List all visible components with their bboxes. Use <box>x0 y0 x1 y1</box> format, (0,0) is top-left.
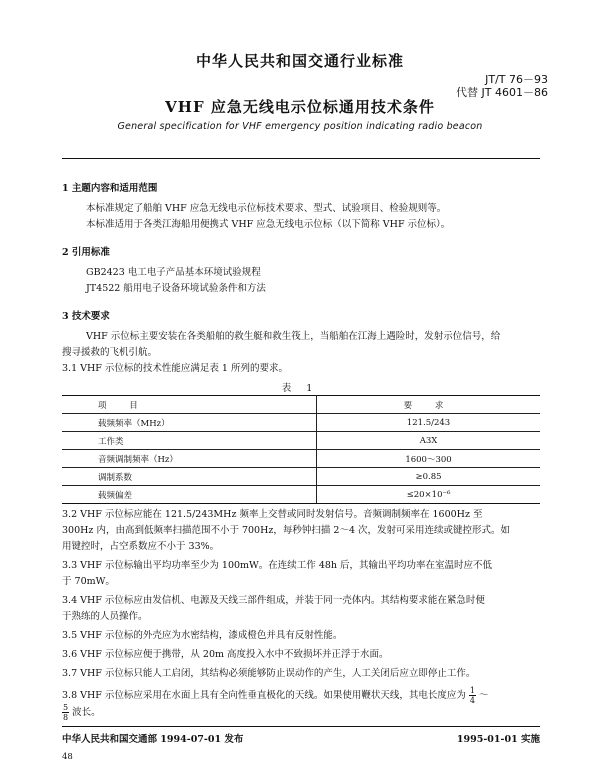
table-cell-requirement: ≤20×10⁻⁶ <box>317 486 541 504</box>
clause-3-2-line-1: 3.2 VHF 示位标应能在 121.5/243MHz 频率上交替或同时发射信号。音频调制频率在 1600Hz 至 <box>62 509 483 520</box>
table-header-item: 项 目 <box>62 396 317 414</box>
section-3-heading: 3 技术要求 <box>62 311 110 322</box>
clause-3-4-line-2: 于熟练的人员操作。 <box>62 611 148 622</box>
clause-3-8-tail: 波长。 <box>72 707 101 718</box>
table-header-row <box>62 396 540 414</box>
table-row <box>62 450 540 468</box>
table-cell-requirement: A3X <box>317 432 541 450</box>
clause-3-4-line-1: 3.4 VHF 示位标应由发信机、电源及天线三部件组成，并装于同一壳体内。其结构要求能在紧急时便 <box>62 595 485 606</box>
clause-3-8-text: 3.8 VHF 示位标应采用在水面上具有全向性垂直极化的天线。如果使用鞭状天线，其电长度应为 <box>62 690 466 701</box>
spec-table <box>62 395 540 504</box>
fraction-one-quarter <box>469 686 476 705</box>
document-title: VHF 应急无线电示位标通用技术条件 <box>165 98 435 116</box>
table-cell-item: 工作类 <box>62 432 317 450</box>
footer-divider <box>62 726 540 727</box>
clause-3-3-line-2: 于 70mW。 <box>62 576 115 587</box>
section-3-intro-line-1: VHF 示位标主要安装在各类船舶的救生艇和救生筏上，当船舶在江海上遇险时，发射示位信号，给 <box>86 331 501 342</box>
table-cell-requirement: 1600～300 <box>317 450 541 468</box>
table-row <box>62 414 540 432</box>
section-1-paragraph-2: 本标准适用于各类江海船用便携式 VHF 应急无线电示位标（以下简称 VHF 示位标）。 <box>86 219 451 230</box>
standard-title: 中华人民共和国交通行业标准 <box>195 52 404 70</box>
clause-3-2-line-3: 用键控时，占空系数应不小于 33%。 <box>62 541 220 552</box>
replaces-code: 代替 JT 4601－86 <box>456 86 548 99</box>
document-subtitle-en: General specification for VHF emergency position indicating radio beacon <box>117 121 483 132</box>
table-row <box>62 486 540 504</box>
table-header-requirement: 要 求 <box>317 396 541 414</box>
section-3-intro-line-2: 搜寻援救的飞机引航。 <box>62 347 158 358</box>
clause-3-5: 3.5 VHF 示位标的外壳应为水密结构，漆成橙色并具有反射性能。 <box>62 630 343 641</box>
table-cell-requirement: 121.5/243 <box>317 414 541 432</box>
clause-3-2-line-2: 300Hz 内，由高到低频率扫描范围不小于 700Hz，每秒钟扫描 2～4 次，发射可采用连续或键控形式。如 <box>62 525 511 536</box>
reference-gb2423: GB2423 电工电子产品基本环境试验规程 <box>86 267 261 278</box>
table-caption: 表 1 <box>281 383 319 394</box>
effective-date: 1995-01-01 实施 <box>456 734 540 745</box>
table-cell-item: 音频调制频率（Hz） <box>62 450 317 468</box>
section-2-heading: 2 引用标准 <box>62 247 110 258</box>
header-divider <box>62 158 540 159</box>
fraction-denominator: 4 <box>469 696 476 705</box>
clause-3-6: 3.6 VHF 示位标应便于携带，从 20m 高度投入水中不致损坏并正浮于水面。 <box>62 649 389 660</box>
range-tilde: ～ <box>479 690 489 701</box>
table-row <box>62 468 540 486</box>
clause-3-3-line-1: 3.3 VHF 示位标输出平均功率至少为 100mW。在连续工作 48h 后，其输出平均功率在室温时应不低 <box>62 560 493 571</box>
page-number: 48 <box>62 752 73 762</box>
section-1-paragraph-1: 本标准规定了船舶 VHF 应急无线电示位标技术要求、型式、试验项目、检验规则等。 <box>86 203 447 214</box>
reference-jt4522: JT4522 船用电子设备环境试验条件和方法 <box>86 283 266 294</box>
table-cell-item: 调制系数 <box>62 468 317 486</box>
clause-3-8-line-1 <box>62 686 489 705</box>
section-1-heading: 1 主题内容和适用范围 <box>62 183 158 194</box>
table-cell-item: 载频偏差 <box>62 486 317 504</box>
clause-3-8-line-2 <box>62 703 101 722</box>
table-row <box>62 432 540 450</box>
table-cell-item: 载频频率（MHz） <box>62 414 317 432</box>
clause-3-7: 3.7 VHF 示位标只能人工启闭，其结构必须能够防止误动作的产生，人工关闭后应立即停止工作。 <box>62 668 476 679</box>
fraction-numerator: 1 <box>469 686 476 695</box>
issue-statement: 中华人民共和国交通部 1994-07-01 发布 <box>62 734 244 745</box>
table-cell-requirement: ≥0.85 <box>317 468 541 486</box>
standard-code: JT/T 76－93 <box>485 73 548 86</box>
clause-3-1: 3.1 VHF 示位标的技术性能应满足表 1 所列的要求。 <box>62 363 288 374</box>
fraction-five-eighths <box>62 703 69 722</box>
fraction-denominator: 8 <box>63 713 69 722</box>
fraction-numerator: 5 <box>63 703 69 712</box>
